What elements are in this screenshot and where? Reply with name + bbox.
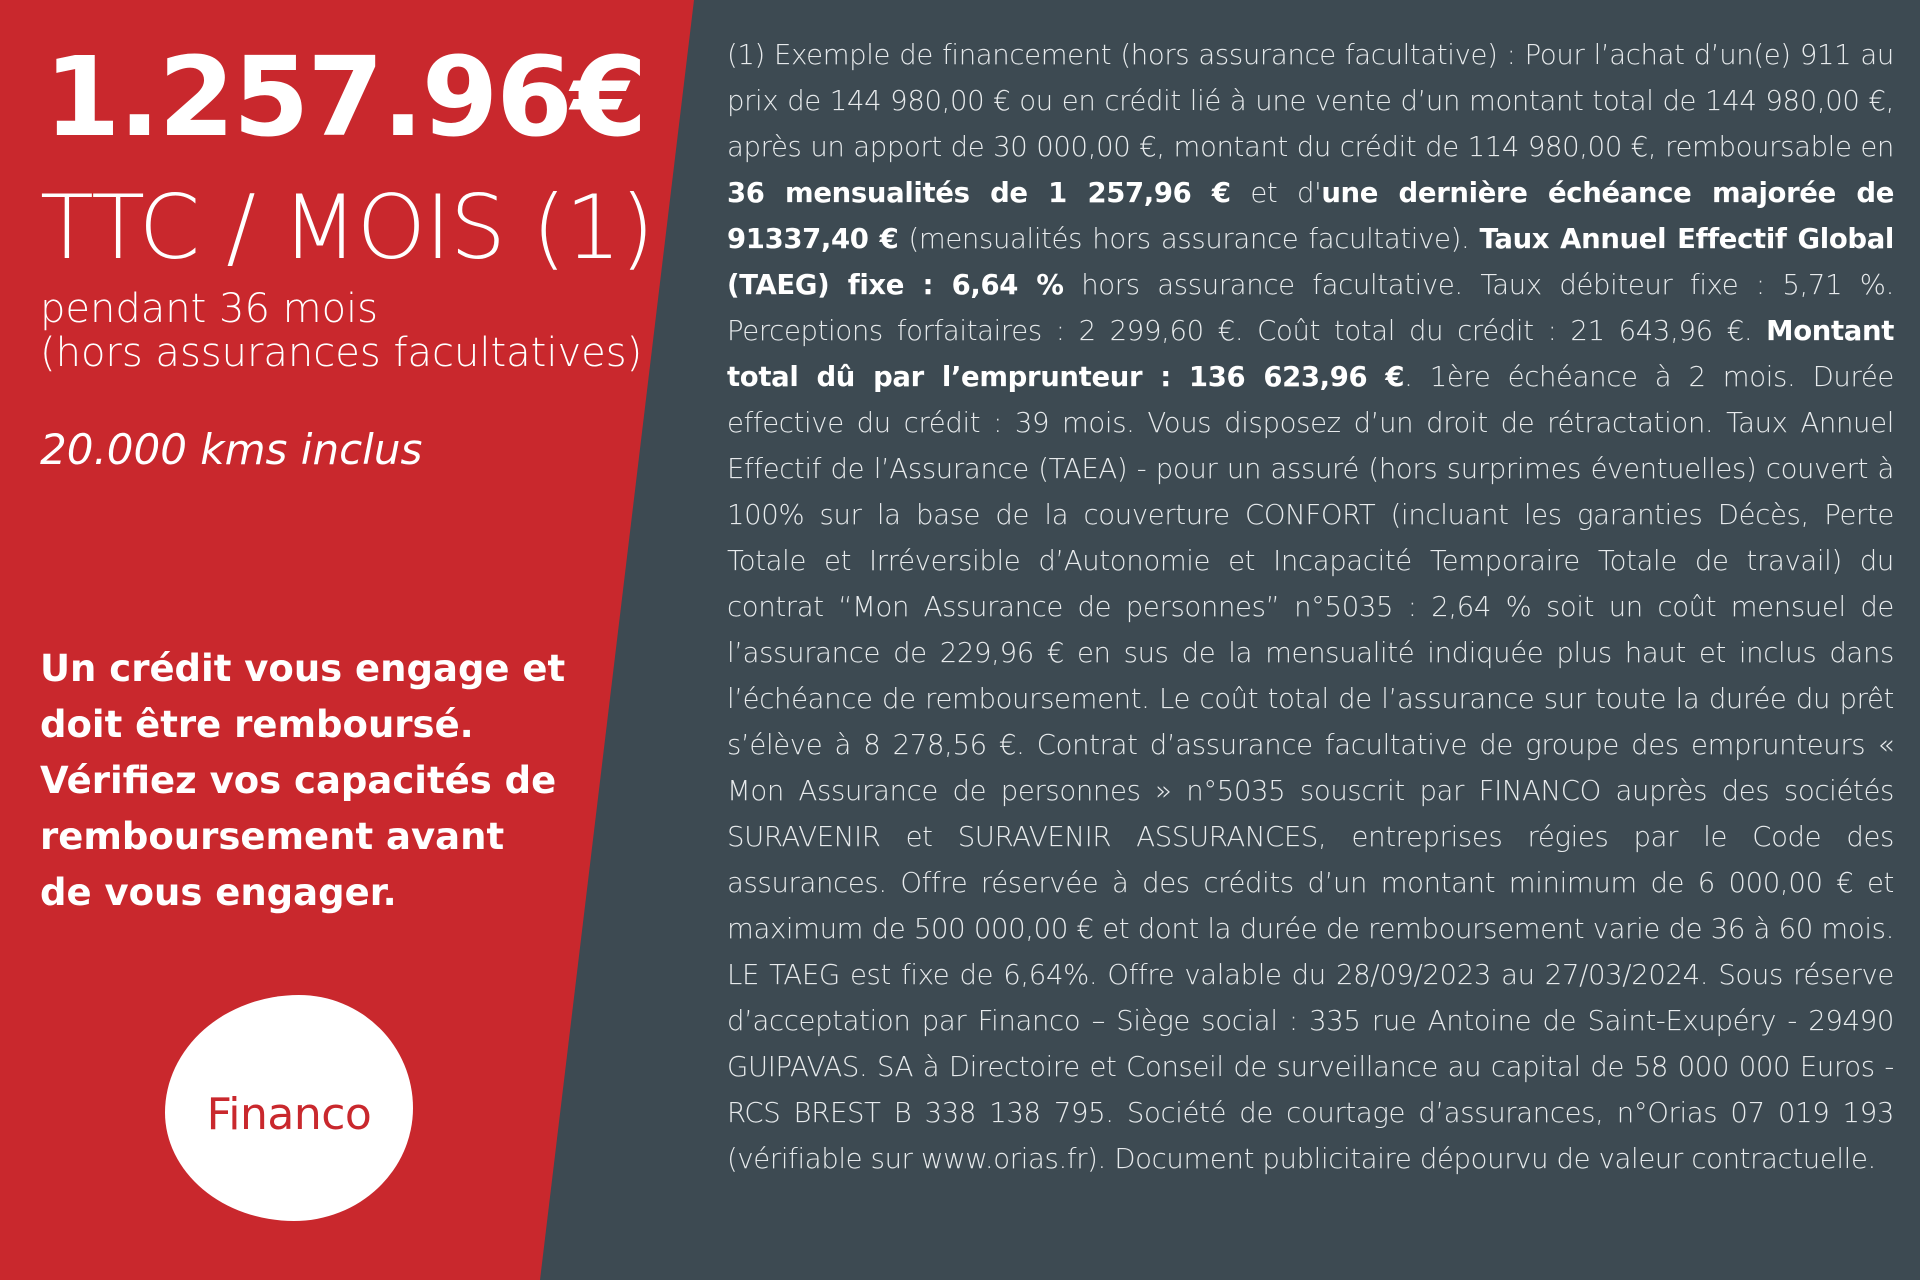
logo-wordmark: Financo [206, 1088, 372, 1140]
offer-panel [0, 0, 700, 1280]
legal-text: et d' [1230, 177, 1322, 209]
legal-text: (mensualités hors assurance facultative). [898, 223, 1480, 255]
legal-text: . 1ère échéance à 2 mois. Durée effective du crédit : 39 mois. Vous disposez d’un droit de rétractation. Taux Annuel Effectif de l’Assurance (TAEA) - pour un assuré (hors surprimes éventuelles) couvert à 100% sur la base de la couverture CONFORT (incluant les garanties Décès, Perte Totale et Irréversible d’Autonomie et Incapacité Temporaire Totale de travail) du contrat “Mon Assurance de personnes” n°5035 : 2,64 % soit un coût mensuel de l’assurance de 229,96 € en sus de la mensualité indiquée plus haut et inclus dans l’échéance de remboursement. Le coût total de l’assurance sur toute la durée du prêt s’élève à 8 278,56 €. Contrat d’assurance facultative de groupe des emprunteurs « Mon Assurance de personnes » n°5035 souscrit par FINANCO auprès des sociétés SURAVENIR et SURAVENIR ASSURANCES, entreprises régies par le Code des assurances. Offre réservée à des crédits d’un montant minimum de 6 000,00 € et maximum de 500 000,00 € et dont la durée de remboursement varie de 36 à 60 mois. LE TAEG est fixe de 6,64%. Offre valable du 28/09/2023 au 27/03/2024. Sous réserve d’acceptation par Financo – Siège social : 335 rue Antoine de Saint-Exupéry - 29490 GUIPAVAS. SA à Directoire et Conseil de surveillance au capital de 58 000 000 Euros - RCS BREST B 338 138 795. Société de courtage d’assurances, n°Orias 07 019 193 (vérifiable sur www.orias.fr). Document publicitaire dépourvu de valeur contractuelle. [727, 361, 1894, 1175]
legal-text: hors assurance facultative. Taux débiteur fixe : 5,71 %. Perceptions forfaitaires : 2 299,60 €. Coût total du crédit : 21 643,96 €. [727, 269, 1894, 347]
legal-highlight: Taux Annuel Effectif Global (TAEG) fixe : 6,64 % [727, 223, 1894, 301]
warning-line: remboursement avant [40, 815, 505, 858]
warning-line: doit être remboursé. [40, 703, 474, 746]
warning-line: de vous engager. [40, 871, 397, 914]
legal-highlight: 36 mensualités de 1 257,96 € [727, 177, 1231, 209]
price-period: TTC / MOIS (1) [40, 176, 654, 279]
legal-disclaimer [727, 32, 1894, 1182]
legal-text: (1) Exemple de financement (hors assurance facultative) : Pour l’achat d’un(e) 911 au prix de 144 980,00 € ou en crédit lié à une vente d’un montant total de 144 980,00 €, après un apport de 30 000,00 €, montant du crédit de 114 980,00 €, remboursable en [727, 39, 1894, 163]
warning-line: Vérifiez vos capacités de [40, 759, 557, 802]
legal-highlight: une dernière échéance majorée de 91337,40 € [727, 177, 1894, 255]
credit-warning [40, 641, 566, 921]
warning-line: Un crédit vous engage et [40, 647, 566, 690]
duration-line: (hors assurances facultatives) [40, 330, 643, 376]
duration-note [40, 287, 642, 375]
monthly-price: 1.257.96€ [44, 33, 646, 161]
legal-highlight: Montant total dû par l’emprunteur : 136 623,96 € [727, 315, 1894, 393]
financo-logo [165, 995, 413, 1221]
mileage-included: 20.000 kms inclus [40, 425, 423, 474]
duration-line: pendant 36 mois [40, 286, 379, 332]
